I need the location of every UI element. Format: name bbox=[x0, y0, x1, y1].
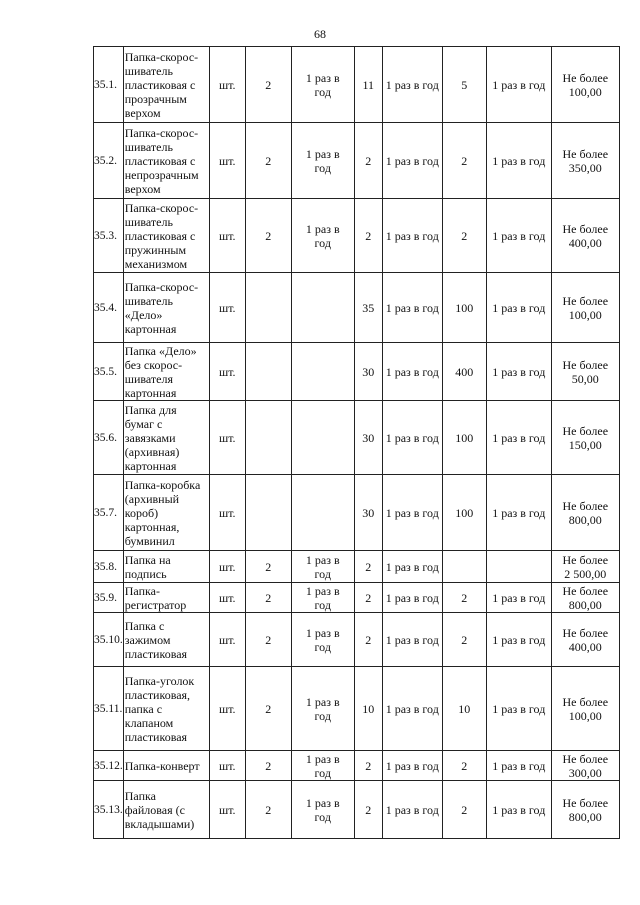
price-cell: Не более 2 500,00 bbox=[551, 551, 619, 583]
frequency-2-cell: 1 раз в год bbox=[382, 47, 442, 123]
item-name: Папка- регистратор bbox=[123, 583, 209, 613]
quantity-3-cell: 400 bbox=[442, 343, 486, 401]
quantity-2-cell: 2 bbox=[354, 781, 382, 839]
item-number: 35.11. bbox=[94, 667, 124, 751]
frequency-3-cell: 1 раз в год bbox=[486, 613, 551, 667]
frequency-3-cell: 1 раз в год bbox=[486, 475, 551, 551]
frequency-1-cell: 1 раз в год bbox=[291, 781, 354, 839]
table-row bbox=[94, 343, 620, 401]
frequency-3-cell: 1 раз в год bbox=[486, 47, 551, 123]
unit-cell: шт. bbox=[209, 273, 245, 343]
quantity-1-cell bbox=[245, 475, 291, 551]
unit-cell: шт. bbox=[209, 47, 245, 123]
quantity-2-cell: 2 bbox=[354, 613, 382, 667]
table-row bbox=[94, 583, 620, 613]
table-row bbox=[94, 123, 620, 199]
frequency-2-cell: 1 раз в год bbox=[382, 343, 442, 401]
quantity-1-cell: 2 bbox=[245, 613, 291, 667]
frequency-1-cell: 1 раз в год bbox=[291, 551, 354, 583]
quantity-1-cell: 2 bbox=[245, 123, 291, 199]
unit-cell: шт. bbox=[209, 613, 245, 667]
price-cell: Не более 400,00 bbox=[551, 199, 619, 273]
quantity-1-cell bbox=[245, 401, 291, 475]
quantity-2-cell: 2 bbox=[354, 583, 382, 613]
price-cell: Не более 150,00 bbox=[551, 401, 619, 475]
unit-cell: шт. bbox=[209, 123, 245, 199]
quantity-1-cell: 2 bbox=[245, 199, 291, 273]
frequency-2-cell: 1 раз в год bbox=[382, 751, 442, 781]
item-name: Папка для бумаг с завязками (архивная) картонная bbox=[123, 401, 209, 475]
frequency-3-cell bbox=[486, 551, 551, 583]
unit-cell: шт. bbox=[209, 199, 245, 273]
quantity-2-cell: 30 bbox=[354, 475, 382, 551]
frequency-1-cell bbox=[291, 401, 354, 475]
frequency-3-cell: 1 раз в год bbox=[486, 343, 551, 401]
quantity-3-cell: 10 bbox=[442, 667, 486, 751]
table-row bbox=[94, 47, 620, 123]
item-name: Папка-скорос- шиватель пластиковая с прозрачным верхом bbox=[123, 47, 209, 123]
table-row bbox=[94, 781, 620, 839]
item-number: 35.5. bbox=[94, 343, 124, 401]
quantity-3-cell: 2 bbox=[442, 583, 486, 613]
item-number: 35.12. bbox=[94, 751, 124, 781]
unit-cell: шт. bbox=[209, 667, 245, 751]
quantity-2-cell: 2 bbox=[354, 751, 382, 781]
table-row bbox=[94, 401, 620, 475]
quantity-2-cell: 35 bbox=[354, 273, 382, 343]
price-cell: Не более 100,00 bbox=[551, 667, 619, 751]
quantity-3-cell: 100 bbox=[442, 475, 486, 551]
frequency-1-cell: 1 раз в год bbox=[291, 123, 354, 199]
item-name: Папка-коробка (архивный короб) картонная, бумвинил bbox=[123, 475, 209, 551]
price-cell: Не более 800,00 bbox=[551, 583, 619, 613]
frequency-1-cell: 1 раз в год bbox=[291, 613, 354, 667]
quantity-1-cell: 2 bbox=[245, 751, 291, 781]
table-row bbox=[94, 273, 620, 343]
item-name: Папка на подпись bbox=[123, 551, 209, 583]
frequency-3-cell: 1 раз в год bbox=[486, 583, 551, 613]
item-number: 35.7. bbox=[94, 475, 124, 551]
supplies-table bbox=[93, 46, 620, 839]
item-number: 35.6. bbox=[94, 401, 124, 475]
quantity-3-cell: 100 bbox=[442, 401, 486, 475]
frequency-1-cell: 1 раз в год bbox=[291, 199, 354, 273]
quantity-1-cell bbox=[245, 343, 291, 401]
frequency-3-cell: 1 раз в год bbox=[486, 781, 551, 839]
unit-cell: шт. bbox=[209, 583, 245, 613]
quantity-3-cell bbox=[442, 551, 486, 583]
item-number: 35.9. bbox=[94, 583, 124, 613]
item-number: 35.2. bbox=[94, 123, 124, 199]
quantity-3-cell: 100 bbox=[442, 273, 486, 343]
frequency-3-cell: 1 раз в год bbox=[486, 273, 551, 343]
price-cell: Не более 800,00 bbox=[551, 475, 619, 551]
item-name: Папка-конверт bbox=[123, 751, 209, 781]
quantity-3-cell: 2 bbox=[442, 781, 486, 839]
quantity-2-cell: 11 bbox=[354, 47, 382, 123]
frequency-3-cell: 1 раз в год bbox=[486, 667, 551, 751]
frequency-2-cell: 1 раз в год bbox=[382, 613, 442, 667]
frequency-1-cell: 1 раз в год bbox=[291, 583, 354, 613]
quantity-1-cell: 2 bbox=[245, 47, 291, 123]
frequency-1-cell: 1 раз в год bbox=[291, 751, 354, 781]
table-row bbox=[94, 613, 620, 667]
item-number: 35.10. bbox=[94, 613, 124, 667]
frequency-3-cell: 1 раз в год bbox=[486, 199, 551, 273]
item-number: 35.4. bbox=[94, 273, 124, 343]
quantity-3-cell: 2 bbox=[442, 123, 486, 199]
price-cell: Не более 300,00 bbox=[551, 751, 619, 781]
frequency-3-cell: 1 раз в год bbox=[486, 751, 551, 781]
frequency-2-cell: 1 раз в год bbox=[382, 667, 442, 751]
frequency-1-cell: 1 раз в год bbox=[291, 667, 354, 751]
unit-cell: шт. bbox=[209, 781, 245, 839]
table-row bbox=[94, 475, 620, 551]
quantity-2-cell: 2 bbox=[354, 123, 382, 199]
frequency-1-cell: 1 раз в год bbox=[291, 47, 354, 123]
quantity-2-cell: 30 bbox=[354, 401, 382, 475]
frequency-1-cell bbox=[291, 475, 354, 551]
quantity-3-cell: 5 bbox=[442, 47, 486, 123]
quantity-2-cell: 2 bbox=[354, 551, 382, 583]
table-row bbox=[94, 751, 620, 781]
page-number: 68 bbox=[314, 27, 326, 41]
unit-cell: шт. bbox=[209, 475, 245, 551]
quantity-1-cell: 2 bbox=[245, 781, 291, 839]
item-name: Папка-скорос- шиватель «Дело» картонная bbox=[123, 273, 209, 343]
item-number: 35.8. bbox=[94, 551, 124, 583]
table-row bbox=[94, 199, 620, 273]
frequency-3-cell: 1 раз в год bbox=[486, 401, 551, 475]
frequency-2-cell: 1 раз в год bbox=[382, 551, 442, 583]
item-name: Папка-уголок пластиковая, папка с клапаном пластиковая bbox=[123, 667, 209, 751]
quantity-2-cell: 10 bbox=[354, 667, 382, 751]
item-number: 35.3. bbox=[94, 199, 124, 273]
unit-cell: шт. bbox=[209, 751, 245, 781]
item-number: 35.13. bbox=[94, 781, 124, 839]
quantity-3-cell: 2 bbox=[442, 751, 486, 781]
frequency-2-cell: 1 раз в год bbox=[382, 199, 442, 273]
unit-cell: шт. bbox=[209, 551, 245, 583]
frequency-1-cell bbox=[291, 273, 354, 343]
frequency-2-cell: 1 раз в год bbox=[382, 475, 442, 551]
price-cell: Не более 100,00 bbox=[551, 47, 619, 123]
unit-cell: шт. bbox=[209, 343, 245, 401]
quantity-1-cell: 2 bbox=[245, 583, 291, 613]
frequency-2-cell: 1 раз в год bbox=[382, 273, 442, 343]
item-name: Папка-скорос- шиватель пластиковая с непрозрачным верхом bbox=[123, 123, 209, 199]
price-cell: Не более 400,00 bbox=[551, 613, 619, 667]
quantity-2-cell: 2 bbox=[354, 199, 382, 273]
table-row bbox=[94, 551, 620, 583]
quantity-2-cell: 30 bbox=[354, 343, 382, 401]
table-row bbox=[94, 667, 620, 751]
price-cell: Не более 800,00 bbox=[551, 781, 619, 839]
price-cell: Не более 350,00 bbox=[551, 123, 619, 199]
item-name: Папка с зажимом пластиковая bbox=[123, 613, 209, 667]
item-name: Папка файловая (с вкладышами) bbox=[123, 781, 209, 839]
frequency-2-cell: 1 раз в год bbox=[382, 401, 442, 475]
frequency-3-cell: 1 раз в год bbox=[486, 123, 551, 199]
item-name: Папка «Дело» без скорос- шивателя картонная bbox=[123, 343, 209, 401]
quantity-1-cell: 2 bbox=[245, 667, 291, 751]
quantity-1-cell bbox=[245, 273, 291, 343]
price-cell: Не более 100,00 bbox=[551, 273, 619, 343]
frequency-2-cell: 1 раз в год bbox=[382, 781, 442, 839]
frequency-2-cell: 1 раз в год bbox=[382, 123, 442, 199]
quantity-3-cell: 2 bbox=[442, 199, 486, 273]
unit-cell: шт. bbox=[209, 401, 245, 475]
item-name: Папка-скорос- шиватель пластиковая с пружинным механизмом bbox=[123, 199, 209, 273]
price-cell: Не более 50,00 bbox=[551, 343, 619, 401]
frequency-1-cell bbox=[291, 343, 354, 401]
item-number: 35.1. bbox=[94, 47, 124, 123]
quantity-1-cell: 2 bbox=[245, 551, 291, 583]
frequency-2-cell: 1 раз в год bbox=[382, 583, 442, 613]
quantity-3-cell: 2 bbox=[442, 613, 486, 667]
